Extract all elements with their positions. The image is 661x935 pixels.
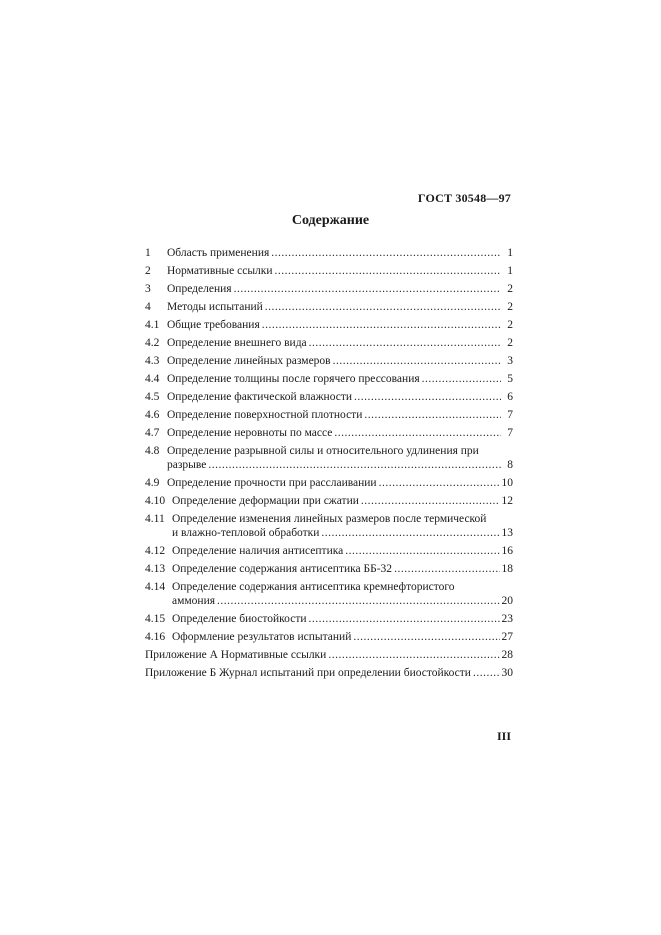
toc-entry-title: Определение содержания антисептика кремнефтористого: [172, 581, 455, 593]
toc-entry-title: Определение неровноты по массе: [167, 427, 333, 439]
toc-entry-page: 1: [507, 265, 513, 277]
toc-leader-dots: [353, 630, 499, 644]
toc-entry-page: 12: [501, 495, 513, 507]
toc-leader-dots: [422, 372, 501, 386]
toc-entry-title: Определение прочности при расслаивании: [167, 477, 377, 489]
toc-entry[interactable]: [145, 282, 513, 296]
toc-entry-number: 4.1: [145, 319, 160, 331]
standard-code: ГОСТ 30548—97: [417, 191, 511, 205]
toc-entry[interactable]: [145, 264, 513, 278]
toc-entry-page: 30: [501, 667, 513, 679]
toc-entry-page: 8: [507, 459, 513, 471]
toc-entry-page: 28: [501, 649, 513, 661]
toc-entry[interactable]: [145, 372, 513, 386]
toc-leader-dots: [379, 476, 500, 490]
toc-leader-dots: [309, 612, 500, 626]
toc-entry[interactable]: [145, 300, 513, 314]
toc-entry-page: 1: [507, 247, 513, 259]
toc-entry-number: 2: [145, 265, 151, 277]
toc-leader-dots: [208, 458, 501, 472]
toc-entry[interactable]: [145, 318, 513, 332]
toc-entry-title: аммония: [172, 595, 216, 607]
toc-entry-page: 13: [501, 527, 513, 539]
toc-entry-number: 4.12: [145, 545, 166, 557]
toc-entry[interactable]: [145, 246, 513, 260]
toc-entry-page: 16: [501, 545, 513, 557]
toc-entry-title: Область применения: [167, 247, 270, 259]
toc-entry-number: 4.5: [145, 391, 160, 403]
toc-entry-title: Определение линейных размеров: [167, 355, 331, 367]
toc-leader-dots: [333, 354, 501, 368]
toc-leader-dots: [217, 594, 499, 608]
toc-entry-page: 27: [501, 631, 513, 643]
toc-entry[interactable]: [145, 630, 513, 644]
toc-entry[interactable]: [145, 562, 513, 576]
toc-entry-title: и влажно-тепловой обработки: [172, 527, 320, 539]
toc-entry-number: 4.11: [145, 513, 165, 525]
toc-leader-dots: [361, 494, 500, 508]
toc-entry-number: 4.3: [145, 355, 160, 367]
toc-leader-dots: [262, 318, 501, 332]
toc-leader-dots: [334, 426, 501, 440]
toc-entry-page: 2: [507, 319, 513, 331]
toc-entry-number: 4.6: [145, 409, 160, 421]
toc-entry-page: 6: [507, 391, 513, 403]
toc-entry-title: Общие требования: [167, 319, 260, 331]
toc-entry[interactable]: [145, 666, 513, 680]
toc-entry-number: 3: [145, 283, 151, 295]
toc-entry[interactable]: [145, 476, 513, 490]
toc-entry-title: Определение внешнего вида: [167, 337, 307, 349]
toc-leader-dots: [473, 666, 500, 680]
toc-entry[interactable]: [145, 544, 513, 558]
toc-entry-number: 4.9: [145, 477, 160, 489]
toc-entry-number: 4.16: [145, 631, 166, 643]
toc-entry-title: Определение толщины после горячего прессования: [167, 373, 420, 385]
toc-entry-title: Определение биостойкости: [172, 613, 307, 625]
toc-entry-title: Определение наличия антисептика: [172, 545, 344, 557]
toc-leader-dots: [265, 300, 501, 314]
toc-entry-page: 2: [507, 301, 513, 313]
toc-entry-number: 4.15: [145, 613, 166, 625]
toc-entry-number: 4.10: [145, 495, 166, 507]
toc-entry-title: Нормативные ссылки: [167, 265, 273, 277]
toc-leader-dots: [275, 264, 501, 278]
toc-entry-number: 4.8: [145, 445, 160, 457]
toc-entry-title: Приложение А Нормативные ссылки: [145, 649, 327, 661]
toc-leader-dots: [345, 544, 499, 558]
toc-entry-title: Определение разрывной силы и относительного удлинения при: [167, 445, 479, 457]
toc-entry[interactable]: [145, 444, 513, 472]
toc-entry-number: 4.14: [145, 581, 166, 593]
toc-entry[interactable]: [145, 648, 513, 662]
toc-entry-number: 4: [145, 301, 151, 313]
toc-entry-page: 10: [501, 477, 513, 489]
toc-entry-page: 2: [507, 283, 513, 295]
toc-entry-title: Определение фактической влажности: [167, 391, 353, 403]
toc-entry[interactable]: [145, 494, 513, 508]
toc-entry-title: Определение поверхностной плотности: [167, 409, 363, 421]
toc-entry-page: 23: [501, 613, 513, 625]
toc-leader-dots: [328, 648, 499, 662]
toc-leader-dots: [309, 336, 501, 350]
toc-entry-page: 2: [507, 337, 513, 349]
toc-entry-title: Методы испытаний: [167, 301, 263, 313]
toc-entry[interactable]: [145, 336, 513, 350]
toc-title: Содержание: [291, 213, 370, 228]
toc-leader-dots: [364, 408, 501, 422]
toc-entry-page: 20: [501, 595, 513, 607]
toc-entry-page: 18: [501, 563, 513, 575]
toc-entry[interactable]: [145, 612, 513, 626]
toc-entry-title: Определение деформации при сжатии: [172, 495, 359, 507]
toc-entry-page: 7: [507, 427, 513, 439]
toc-entry-number: 4.4: [145, 373, 160, 385]
toc-entry[interactable]: [145, 354, 513, 368]
toc-leader-dots: [234, 282, 501, 296]
toc-entry[interactable]: [145, 580, 513, 608]
toc-entry-page: 7: [507, 409, 513, 421]
toc-entry-title: разрыве: [167, 459, 207, 471]
toc-entry[interactable]: [145, 390, 513, 404]
toc-leader-dots: [321, 526, 499, 540]
toc-entry[interactable]: [145, 512, 513, 540]
toc-entry-number: 4.7: [145, 427, 160, 439]
toc-leader-dots: [394, 562, 499, 576]
toc-entry-title: Определение содержания антисептика ББ-32: [172, 563, 393, 575]
toc-entry-number: 1: [145, 247, 151, 259]
toc-leader-dots: [271, 246, 501, 260]
toc-entry-page: 3: [507, 355, 513, 367]
toc-entry-title: Определение изменения линейных размеров после термической: [172, 513, 487, 525]
toc-entry[interactable]: [145, 426, 513, 440]
toc-entry-page: 5: [507, 373, 513, 385]
toc-entry-title: Оформление результатов испытаний: [172, 631, 352, 643]
toc-entry-number: 4.2: [145, 337, 160, 349]
toc-entry-title: Определения: [167, 283, 232, 295]
table-of-contents: [145, 246, 513, 680]
toc-entry[interactable]: [145, 408, 513, 422]
toc-entry-number: 4.13: [145, 563, 166, 575]
page-number: III: [496, 729, 511, 743]
toc-leader-dots: [354, 390, 501, 404]
toc-entry-title: Приложение Б Журнал испытаний при определении биостойкости: [145, 667, 471, 679]
